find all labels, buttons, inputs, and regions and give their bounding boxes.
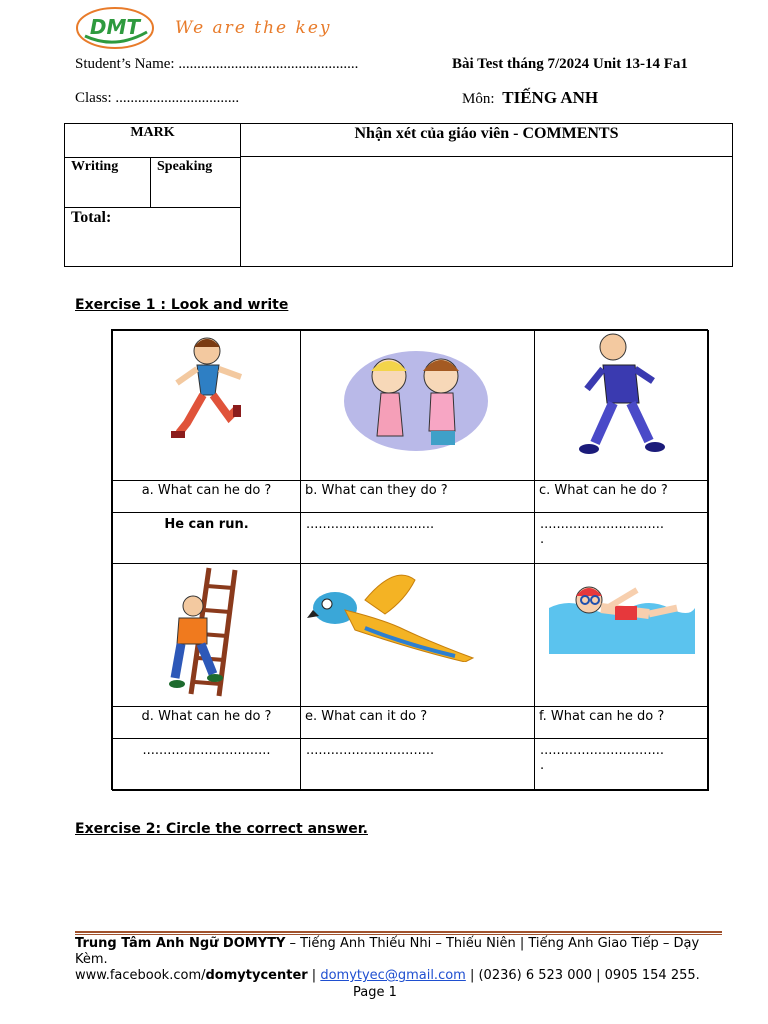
subject-value: TIẾNG ANH: [502, 88, 599, 107]
answer-c-dot: .: [540, 532, 545, 547]
logo: [75, 6, 155, 50]
answer-a: He can run.: [112, 512, 301, 564]
answer-d[interactable]: ...............................: [112, 738, 301, 791]
picture-cell-f: [534, 563, 709, 707]
student-name-field: Student’s Name: ................................................: [75, 56, 359, 72]
exercise2-title: Exercise 2: Circle the correct answer.: [75, 821, 368, 837]
answer-b[interactable]: ...............................: [300, 512, 535, 564]
logo-letters: DMT: [89, 15, 141, 39]
footer-line-1: [75, 936, 725, 968]
footer-email-link[interactable]: domytyec@gmail.com: [320, 968, 466, 983]
comments-cell: [241, 124, 733, 267]
picture-cell-e: [300, 563, 535, 707]
picture-cell-b: [300, 330, 535, 481]
exercise1-grid: [111, 329, 708, 790]
footer: [75, 936, 725, 984]
mark-table: [64, 123, 733, 267]
footer-fb-name[interactable]: domytycenter: [205, 968, 308, 983]
answer-c[interactable]: [534, 512, 709, 564]
mark-header: MARK: [65, 124, 241, 158]
total-label: Total:: [65, 208, 241, 267]
subject-label: Môn:: [462, 91, 495, 107]
answer-e[interactable]: ...............................: [300, 738, 535, 791]
answer-f-dot: .: [540, 758, 545, 773]
question-f: f. What can he do ?: [534, 706, 709, 739]
question-c: c. What can he do ?: [534, 480, 709, 513]
picture-cell-d: [112, 563, 301, 707]
picture-cell-c: [534, 330, 709, 481]
question-e: e. What can it do ?: [300, 706, 535, 739]
test-title: Bài Test tháng 7/2024 Unit 13-14 Fa1: [452, 56, 688, 72]
exercise1-title: Exercise 1 : Look and write: [75, 297, 289, 313]
footer-line-2: [75, 968, 725, 984]
logo-tagline: We are the key: [175, 18, 332, 38]
footer-sep: |: [307, 968, 321, 983]
question-b: b. What can they do ?: [300, 480, 535, 513]
old-man-walking-icon: [573, 331, 673, 461]
logo-mark-icon: [75, 6, 155, 50]
footer-phone: | (0236) 6 523 000 | 0905 154 255.: [465, 968, 700, 983]
parrot-flying-icon: [305, 570, 475, 662]
answer-c-dots: ..............................: [540, 517, 664, 532]
subject-line: [462, 88, 598, 108]
comments-header: Nhận xét của giáo viên - COMMENTS: [241, 124, 732, 157]
boy-climbing-ladder-icon: [163, 566, 253, 698]
answer-f-dots: ..............................: [540, 743, 664, 758]
answer-f[interactable]: [534, 738, 709, 791]
question-a: a. What can he do ?: [112, 480, 301, 513]
footer-desc: – Tiếng Anh Thiếu Nhi – Thiếu Niên | Tiếng Anh Giao Tiếp – Dạy Kèm.: [75, 936, 700, 967]
page-number: Page 1: [353, 985, 397, 1000]
question-d: d. What can he do ?: [112, 706, 301, 739]
footer-fb-prefix: www.facebook.com/: [75, 968, 206, 983]
writing-label: Writing: [65, 158, 151, 208]
boy-swimming-icon: [549, 568, 695, 658]
class-field: Class: .................................: [75, 90, 240, 106]
speaking-label: Speaking: [151, 158, 241, 208]
two-girls-icon: [341, 341, 491, 456]
footer-rule: [75, 931, 722, 935]
footer-org: Trung Tâm Anh Ngữ DOMYTY: [75, 936, 286, 951]
picture-cell-a: [112, 330, 301, 481]
boy-running-icon: [157, 333, 257, 448]
